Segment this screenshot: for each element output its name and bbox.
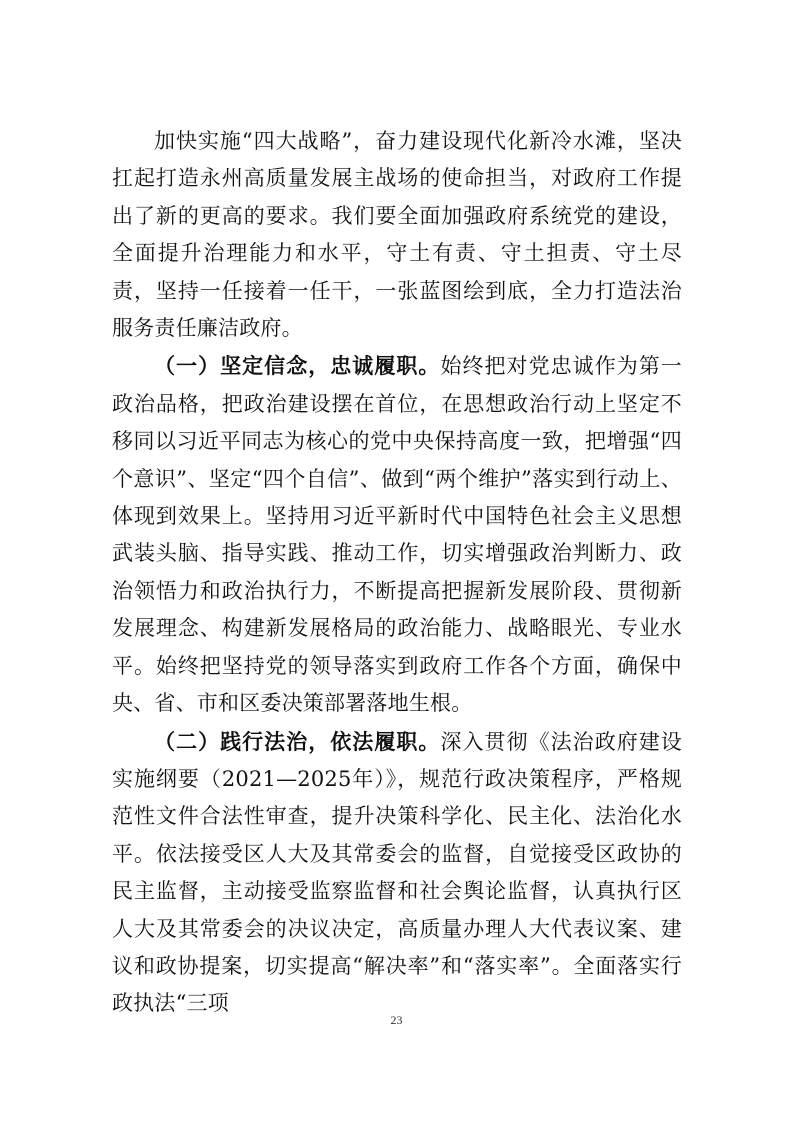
section-heading-2: （二）践行法治，依法履职。	[154, 728, 441, 754]
document-body	[112, 122, 682, 1023]
paragraph-intro	[112, 122, 682, 347]
paragraph-section-1	[112, 347, 682, 722]
page-number: 23	[390, 1013, 403, 1027]
section-heading-1: （一）坚定信念，忠诚履职。	[154, 353, 441, 379]
paragraph-section-2	[112, 723, 682, 1023]
paragraph-text: 深入贯彻《法治政府建设实施纲要（2021—2025年）》，规范行政决策程序，严格规范性文件合法性审查，提升决策科学化、民主化、法治化水平。依法接受区人大及其常委会的监督，自觉接受区政协的民主监督，主动接受监察监督和社会舆论监督，认真执行区人大及其常委会的决议决定，高质量办理人大代表议案、建议和政协提案，切实提高“解决率”和“落实率”。全面落实行政执法“三项	[112, 729, 682, 1016]
paragraph-text: 加快实施“四大战略”，奋力建设现代化新冷水滩，坚决扛起打造永州高质量发展主战场的使命担当，对政府工作提出了新的更高的要求。我们要全面加强政府系统党的建设，全面提升治理能力和水平，守土有责、守土担责、守土尽责，坚持一任接着一任干，一张蓝图绘到底，全力打造法治服务责任廉洁政府。	[112, 129, 682, 341]
paragraph-text: 始终把对党忠诚作为第一政治品格，把政治建设摆在首位，在思想政治行动上坚定不移同以习近平同志为核心的党中央保持高度一致，把增强“四个意识”、坚定“四个自信”、做到“两个维护”落实到行动上、体现到效果上。坚持用习近平新时代中国特色社会主义思想武装头脑、指导实践、推动工作，切实增强政治判断力、政治领悟力和政治执行力，不断提高把握新发展阶段、贯彻新发展理念、构建新发展格局的政治能力、战略眼光、专业水平。始终把坚持党的领导落实到政府工作各个方面，确保中央、省、市和区委决策部署落地生根。	[112, 354, 682, 716]
